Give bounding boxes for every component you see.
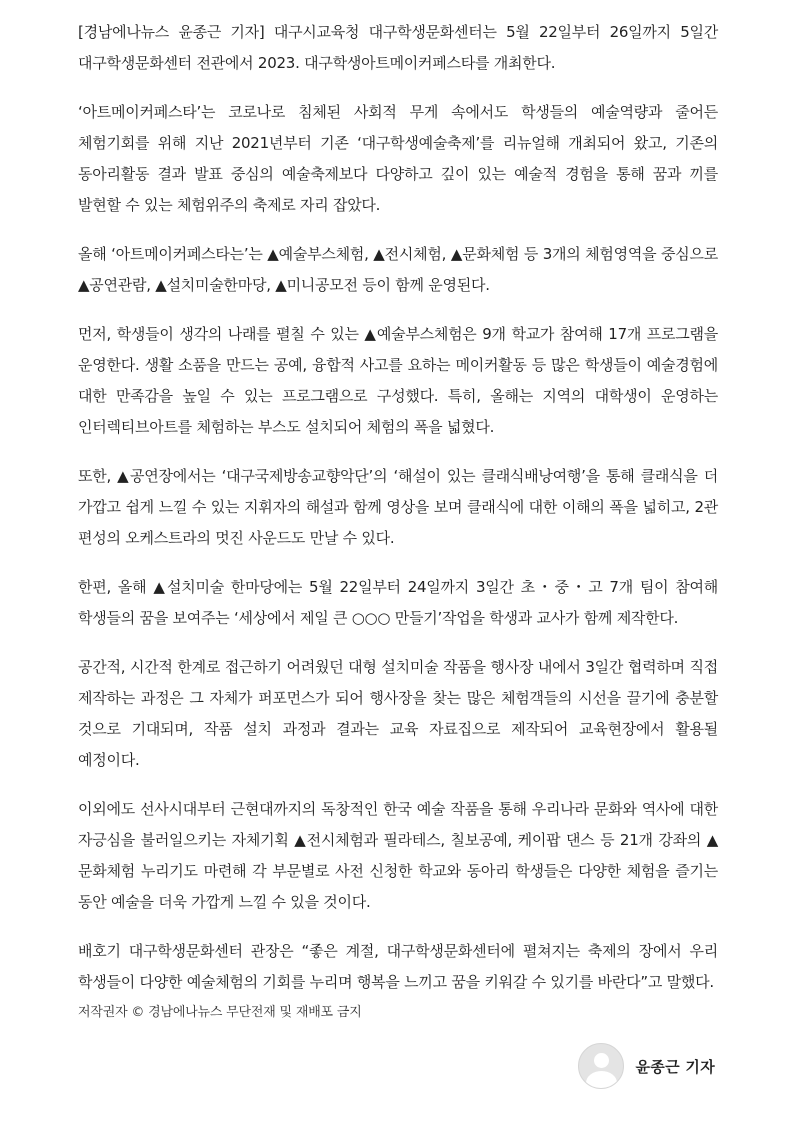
copyright-notice: 저작권자 © 경남에나뉴스 무단전재 및 재배포 금지 bbox=[78, 1005, 362, 1020]
article-paragraph: 공간적, 시간적 한계로 접근하기 어려웠던 대형 설치미술 작품을 행사장 내에서 3일간 협력하며 직접 제작하는 과정은 그 자체가 퍼포먼스가 되어 행사장을 찾는 많은 체험객들의 시선을 끌기에 충분할 것으로 기대되며, 작품 설치 과정과 결과는 교육 자료집으로 제작되어 교육현장에서 활용될 예정이다. bbox=[78, 658, 718, 769]
article-paragraph: 먼저, 학생들이 생각의 나래를 펼칠 수 있는 ▲예술부스체험은 9개 학교가 참여해 17개 프로그램을 운영한다. 생활 소품을 만드는 공예, 융합적 사고를 요하는 메이커활동 등 많은 학생들이 예술경험에 대한 만족감을 높일 수 있는 프로그램으로 구성했다. 특히, 올해는 지역의 대학생이 운영하는 인터렉티브아트를 체험하는 부스도 설치되어 체험의 폭을 넓혔다. bbox=[78, 325, 718, 436]
avatar-head-shape bbox=[594, 1053, 609, 1068]
article-paragraph: 이외에도 선사시대부터 근현대까지의 독창적인 한국 예술 작품을 통해 우리나라 문화와 역사에 대한 자긍심을 불러일으키는 자체기획 ▲전시체험과 필라테스, 칠보공예, 케이팝 댄스 등 21개 강좌의 ▲문화체험 누리기도 마련해 각 부문별로 사전 신청한 학교와 동아리 학생들은 다양한 체험을 즐기는 동안 예술을 더욱 가깝게 느낄 수 있을 것이다. bbox=[78, 800, 718, 911]
article-paragraph: 한편, 올해 ▲설치미술 한마당에는 5월 22일부터 24일까지 3일간 초・중・고 7개 팀이 참여해 학생들의 꿈을 보여주는 ‘세상에서 제일 큰 ○○○ 만들기’작업을 학생과 교사가 함께 제작한다. bbox=[78, 578, 718, 627]
article-body bbox=[78, 17, 718, 1016]
article-paragraph: [경남에나뉴스 윤종근 기자] 대구시교육청 대구학생문화센터는 5월 22일부터 26일까지 5일간 대구학생문화센터 전관에서 2023. 대구학생아트메이커페스타를 개최한다. bbox=[78, 23, 718, 72]
reporter-byline[interactable] bbox=[578, 1043, 715, 1089]
article-paragraph: 또한, ▲공연장에서는 ‘대구국제방송교향악단’의 ‘해설이 있는 클래식배낭여행’을 통해 클래식을 더 가깝고 쉽게 느낄 수 있는 지휘자의 해설과 함께 영상을 보며 클래식에 대한 이해의 폭을 넓히고, 2관 편성의 오케스트라의 멋진 사운드도 만날 수 있다. bbox=[78, 467, 718, 547]
article-paragraph: 배호기 대구학생문화센터 관장은 “좋은 계절, 대구학생문화센터에 펼쳐지는 축제의 장에서 우리 학생들이 다양한 예술체험의 기회를 누리며 행복을 느끼고 꿈을 키워갈 수 있기를 바란다”고 말했다. bbox=[78, 942, 718, 991]
user-avatar-placeholder-icon bbox=[578, 1043, 624, 1089]
article-paragraph: ‘아트메이커페스타’는 코로나로 침체된 사회적 무게 속에서도 학생들의 예술역량과 줄어든 체험기회를 위해 지난 2021년부터 기존 ‘대구학생예술축제’를 리뉴얼해 개최되어 왔고, 기존의 동아리활동 결과 발표 중심의 예술축제보다 다양하고 깊이 있는 예술적 경험을 통해 꿈과 끼를 발현할 수 있는 체험위주의 축제로 자리 잡았다. bbox=[78, 103, 718, 214]
avatar-shoulders-shape bbox=[586, 1071, 617, 1089]
reporter-name[interactable]: 윤종근 기자 bbox=[635, 1057, 715, 1076]
article-paragraph: 올해 ‘아트메이커페스타는’는 ▲예술부스체험, ▲전시체험, ▲문화체험 등 3개의 체험영역을 중심으로 ▲공연관람, ▲설치미술한마당, ▲미니공모전 등이 함께 운영된다. bbox=[78, 245, 718, 294]
